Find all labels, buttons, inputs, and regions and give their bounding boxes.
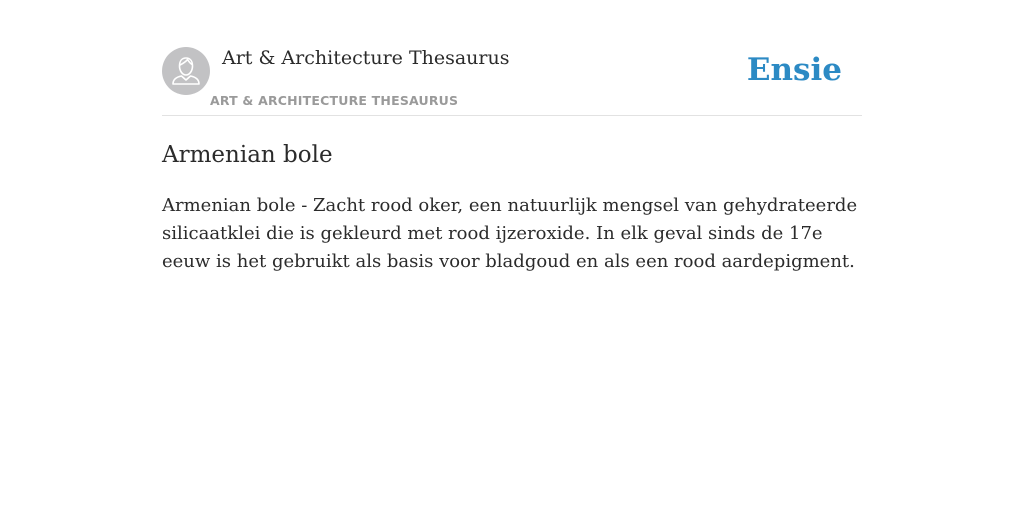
user-avatar-icon <box>162 47 210 95</box>
page-header <box>162 0 862 116</box>
author-avatar[interactable] <box>162 47 210 95</box>
term-title: Armenian bole <box>162 142 333 168</box>
author-name-link[interactable]: Art & Architecture Thesaurus <box>222 47 510 69</box>
brand-logo[interactable]: Ensie <box>746 52 842 88</box>
page <box>162 0 862 512</box>
term-definition: Armenian bole - Zacht rood oker, een natuurlijk mengsel van gehydrateerde silicaatklei die is gekleurd met rood ijzeroxide. In elk geval sinds de 17e eeuw is het gebruikt als basis voor bladgoud en als een rood aardepigment. <box>162 195 858 272</box>
author-subtitle: ART & ARCHITECTURE THESAURUS <box>210 93 459 108</box>
